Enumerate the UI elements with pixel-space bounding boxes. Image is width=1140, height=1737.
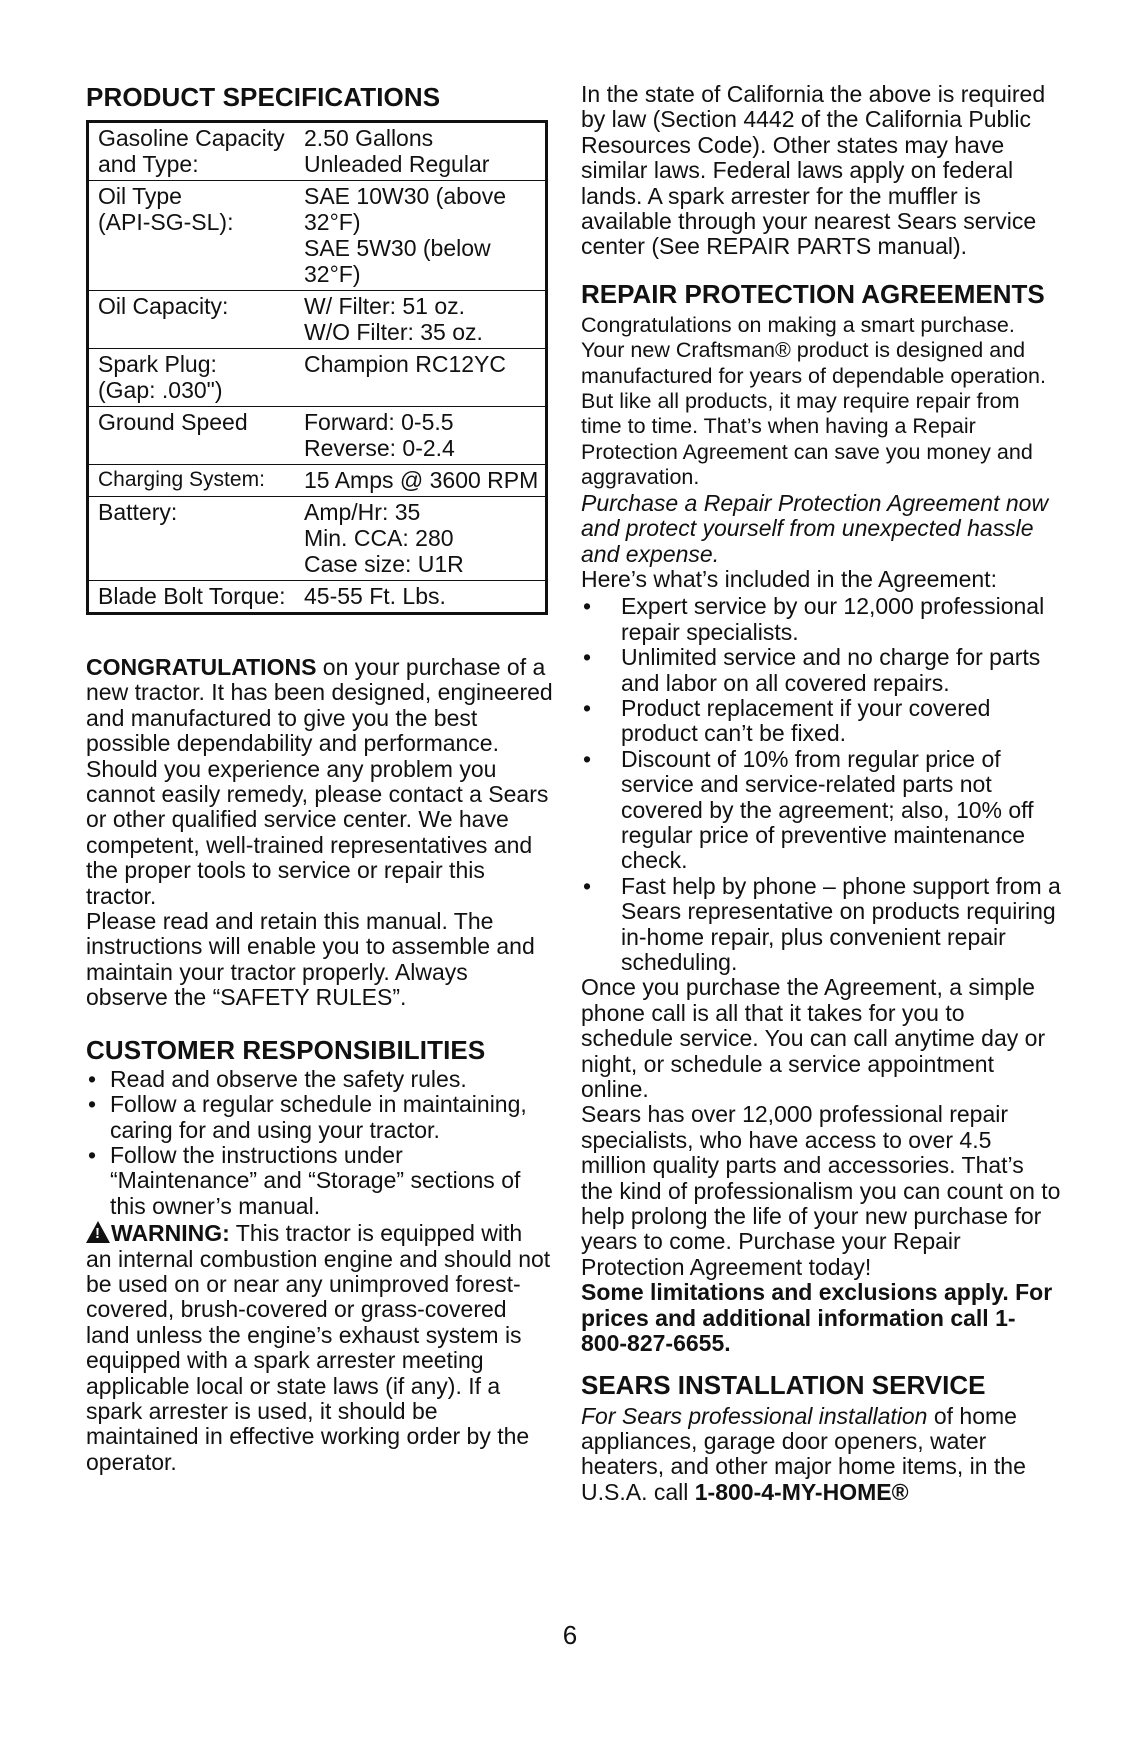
spec-row-oil-capacity xyxy=(88,291,547,349)
spec-value: Amp/Hr: 35 Min. CCA: 280 Case size: U1R xyxy=(304,497,547,581)
spec-value: SAE 10W30 (above 32°F) SAE 5W30 (below 32°F) xyxy=(304,181,547,291)
responsibilities-list xyxy=(86,1067,554,1219)
installation-italic: For Sears professional installation xyxy=(581,1402,928,1429)
spec-value: 2.50 Gallons Unleaded Regular xyxy=(304,125,490,177)
congratulations-section xyxy=(86,655,554,1011)
installation-paragraph xyxy=(581,1404,1061,1506)
spec-value: Forward: 0-5.5 Reverse: 0-2.4 xyxy=(304,407,547,465)
spec-value: 45-55 Ft. Lbs. xyxy=(304,581,547,614)
spec-label: Ground Speed xyxy=(88,407,305,465)
congratulations-text: on your purchase of a new tractor. It has been designed, engineered and manufactured to give you the best possible dependability and performance. xyxy=(86,654,553,757)
spec-value: W/ Filter: 51 oz. W/O Filter: 35 oz. xyxy=(304,291,547,349)
spec-row-ground-speed xyxy=(88,407,547,465)
warning-paragraph xyxy=(86,1221,554,1475)
list-item: • Expert service by our 12,000 professional repair specialists. xyxy=(583,593,1045,645)
list-item: • Discount of 10% from regular price of service and service-related parts not covered by the agreement; also, 10% off regular price of preventive maintenance check. xyxy=(583,745,1034,874)
customer-responsibilities-section xyxy=(86,1035,554,1476)
spec-label: Spark Plug: (Gap: .030") xyxy=(88,349,305,407)
spec-value: Champion RC12YC xyxy=(304,349,547,407)
congratulations-paragraph xyxy=(86,655,554,757)
list-item: • Fast help by phone – phone support from a Sears representative on products requiring in-home repair, plus convenient repair scheduling. xyxy=(583,872,1061,975)
warning-label: WARNING: xyxy=(111,1220,230,1247)
spec-label: Oil Type (API-SG-SL): xyxy=(88,181,305,291)
left-column xyxy=(86,82,554,1475)
rpa-included-line: Here’s what’s included in the Agreement: xyxy=(581,565,997,592)
list-item: • Follow the instructions under “Maintenance” and “Storage” sections of this owner’s manual. xyxy=(88,1141,521,1219)
customer-responsibilities-heading: CUSTOMER RESPONSIBILITIES xyxy=(86,1034,486,1065)
spec-row-gasoline xyxy=(88,122,547,181)
list-item: • Read and observe the safety rules. xyxy=(88,1065,467,1092)
spec-row-battery xyxy=(88,497,547,581)
rpa-once-paragraph: Once you purchase the Agreement, a simple phone call is all that it takes for you to schedule service. You can call anytime day or night, or schedule a service appointment online. xyxy=(581,974,1046,1103)
rpa-limitations-paragraph: Some limitations and exclusions apply. For prices and additional information call 1-800-827-6655. xyxy=(581,1279,1053,1357)
rpa-benefits-list xyxy=(581,594,1061,975)
installation-phone: 1-800-4-MY-HOME® xyxy=(694,1478,909,1505)
rpa-intro-paragraph: Congratulations on making a smart purchase. Your new Craftsman® product is designed and manufactured for years of dependable operation. But like all products, it may require repair from time to time. That’s when having a Repair Protection Agreement can save you money and aggravation. xyxy=(581,312,1046,490)
list-item: • Follow a regular schedule in maintaining, caring for and using your tractor. xyxy=(88,1091,527,1143)
spec-row-charging-system xyxy=(88,465,547,497)
spec-label: Charging System: xyxy=(88,465,305,497)
spec-row-blade-bolt xyxy=(88,581,547,614)
warning-text: This tractor is equipped with an internal combustion engine and should not be used on or near any unimproved forest-covered, brush-covered or grass-covered land unless the engine’s exhaust system is equipped with a spark arrester meeting applicable local or state laws (if any). If a spark arrester is used, it should be maintained in effective working order by the operator. xyxy=(86,1220,551,1475)
spec-label: Blade Bolt Torque: xyxy=(88,581,305,614)
retain-manual-paragraph: Please read and retain this manual. The instructions will enable you to assemble and maintain your tractor properly. Always observe the “SAFETY RULES”. xyxy=(86,908,535,1011)
specifications-table xyxy=(86,120,548,615)
list-item: • Unlimited service and no charge for parts and labor on all covered repairs. xyxy=(583,644,1041,696)
california-paragraph: In the state of California the above is required by law (Section 4442 of the California Public Resources Code). Other states may have similar laws. Federal laws apply on federal lands. A spark arrester for the muffler is available through your nearest Sears service center (See REPAIR PARTS manual). xyxy=(581,81,1046,260)
product-specifications-heading: PRODUCT SPECIFICATIONS xyxy=(86,82,441,112)
congratulations-lead: CONGRATULATIONS xyxy=(86,654,317,680)
spec-label: Gasoline Capacity and Type: xyxy=(98,125,285,177)
spec-row-oil-type xyxy=(88,181,547,291)
spec-label: Battery: xyxy=(88,497,305,581)
problem-paragraph: Should you experience any problem you cannot easily remedy, please contact a Sears or other qualified service center. We have competent, well-trained representatives and the proper tools to service or repair this tractor. xyxy=(86,755,549,909)
installation-service-heading: SEARS INSTALLATION SERVICE xyxy=(581,1369,986,1400)
list-item: • Product replacement if your covered product can’t be fixed. xyxy=(583,694,991,747)
rpa-italic-paragraph: Purchase a Repair Protection Agreement now and protect yourself from unexpected hassle and expense. xyxy=(581,489,1049,567)
right-column xyxy=(581,82,1061,1505)
spec-row-spark-plug xyxy=(88,349,547,407)
warning-icon: ! xyxy=(86,1221,110,1243)
repair-protection-heading: REPAIR PROTECTION AGREEMENTS xyxy=(581,278,1045,309)
spec-label: Oil Capacity: xyxy=(88,291,305,349)
installation-text: of home appliances, garage door openers, water heaters, and other major home items, in the U.S.A. call xyxy=(581,1402,1026,1505)
rpa-sears-paragraph: Sears has over 12,000 professional repair specialists, who have access to over 4.5 million quality parts and accessories. That’s the kind of professionalism you can count on to help prolong the life of your new purchase for years to come. Purchase your Repair Protection Agreement today! xyxy=(581,1101,1061,1280)
spec-value: 15 Amps @ 3600 RPM xyxy=(304,465,547,497)
page-number: 6 xyxy=(562,1620,578,1650)
